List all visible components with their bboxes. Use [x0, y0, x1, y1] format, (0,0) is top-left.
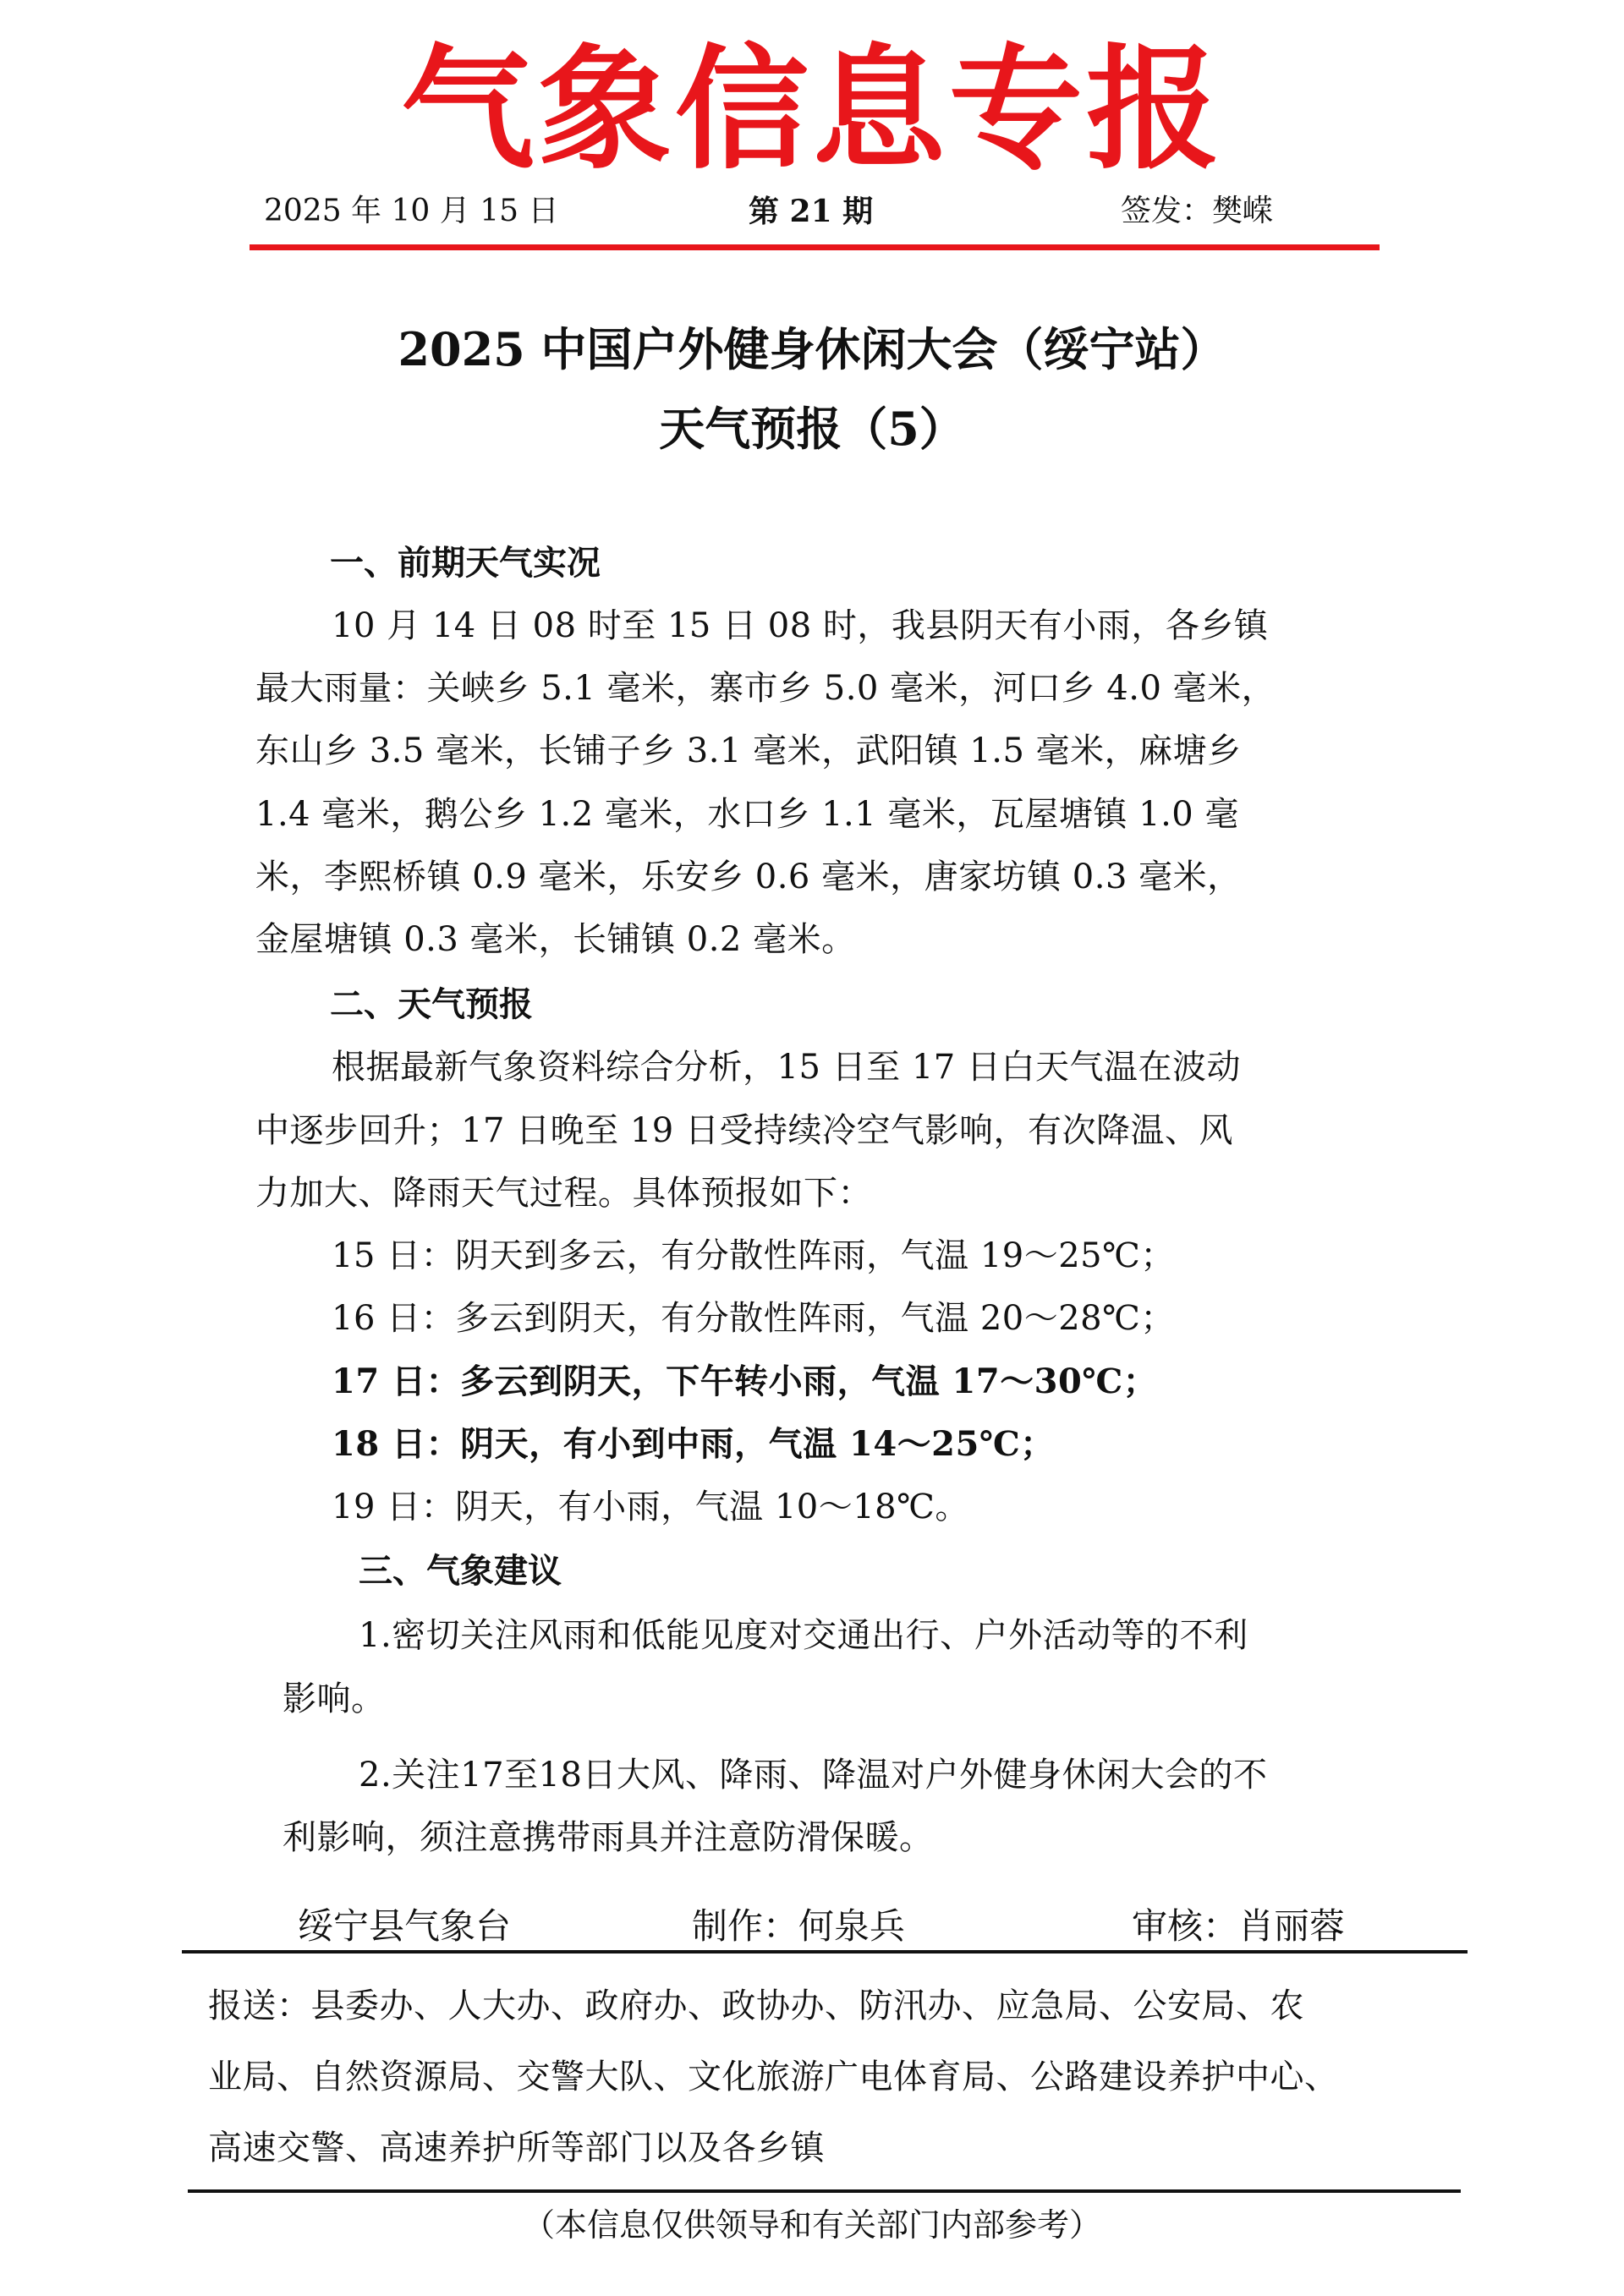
reviewer: 审核：肖丽蓉 — [1132, 1905, 1346, 1947]
forecast-day-highlight: 18 日：阴天，有小到中雨，气温 14～25℃； — [332, 1424, 1055, 1464]
footer-bottom-rule — [188, 2189, 1461, 2193]
section1-line: 最大雨量：关峡乡 5.1 毫米，寨市乡 5.0 毫米，河口乡 4.0 毫米， — [255, 669, 1276, 708]
internal-reference-note: （本信息仅供领导和有关部门内部参考） — [522, 2206, 1101, 2244]
distribution-line: 报送：县委办、人大办、政府办、政协办、防汛办、应急局、公安局、农 — [208, 1986, 1304, 2025]
advice-line: 2.关注17至18日大风、降雨、降温对户外健身休闲大会的不 — [359, 1756, 1268, 1795]
advice-line: 影响。 — [283, 1680, 386, 1718]
forecast-day: 16 日：多云到阴天，有分散性阵雨，气温 20～28℃； — [332, 1299, 1175, 1338]
section2-heading: 二、天气预报 — [330, 985, 533, 1024]
section1-line: 1.4 毫米，鹅公乡 1.2 毫米，水口乡 1.1 毫米，瓦屋塘镇 1.0 毫 — [255, 795, 1239, 834]
issue-number: 第 21 期 — [749, 194, 874, 229]
distribution-line: 高速交警、高速养护所等部门以及各乡镇 — [208, 2129, 825, 2167]
section1-line: 10 月 14 日 08 时至 15 日 08 时，我县阴天有小雨，各乡镇 — [332, 606, 1269, 645]
advice-line: 1.密切关注风雨和低能见度对交通出行、户外活动等的不利 — [359, 1616, 1248, 1655]
forecast-day: 19 日：阴天，有小雨，气温 10～18℃。 — [332, 1488, 969, 1526]
section2-line: 中逐步回升；17 日晚至 19 日受持续冷空气影响，有次降温、风 — [255, 1111, 1233, 1150]
masthead-title: 气象信息专报 — [401, 32, 1223, 188]
section2-line: 根据最新气象资料综合分析，15 日至 17 日白天气温在波动 — [332, 1048, 1241, 1087]
section2-line: 力加大、降雨天气过程。具体预报如下： — [255, 1174, 872, 1213]
advice-line: 利影响，须注意携带雨具并注意防滑保暖。 — [283, 1818, 934, 1857]
footer-top-rule — [182, 1950, 1468, 1954]
forecast-day-highlight: 17 日：多云到阴天，下午转小雨，气温 17～30℃； — [332, 1362, 1158, 1401]
issue-date: 2025 年 10 月 15 日 — [264, 194, 559, 228]
section1-line: 金屋塘镇 0.3 毫米，长铺镇 0.2 毫米。 — [255, 920, 856, 959]
distribution-line: 业局、自然资源局、交警大队、文化旅游广电体育局、公路建设养护中心、 — [208, 2058, 1339, 2096]
section3-heading: 三、气象建议 — [359, 1552, 562, 1591]
forecast-day: 15 日：阴天到多云，有分散性阵雨，气温 19～25℃； — [332, 1236, 1175, 1275]
section1-heading: 一、前期天气实况 — [330, 544, 601, 583]
issuing-organization: 绥宁县气象台 — [298, 1905, 512, 1947]
document-title-line-2: 天气预报（5） — [659, 402, 965, 456]
section1-line: 东山乡 3.5 毫米，长铺子乡 3.1 毫米，武阳镇 1.5 毫米，麻塘乡 — [255, 732, 1242, 770]
document-title-line-1: 2025 中国户外健身休闲大会（绥宁站） — [398, 322, 1226, 376]
issue-signer: 签发：樊嵘 — [1121, 194, 1274, 228]
maker: 制作：何泉兵 — [692, 1905, 906, 1947]
masthead-divider — [250, 244, 1380, 250]
section1-line: 米，李熙桥镇 0.9 毫米，乐安乡 0.6 毫米，唐家坊镇 0.3 毫米， — [255, 858, 1242, 896]
